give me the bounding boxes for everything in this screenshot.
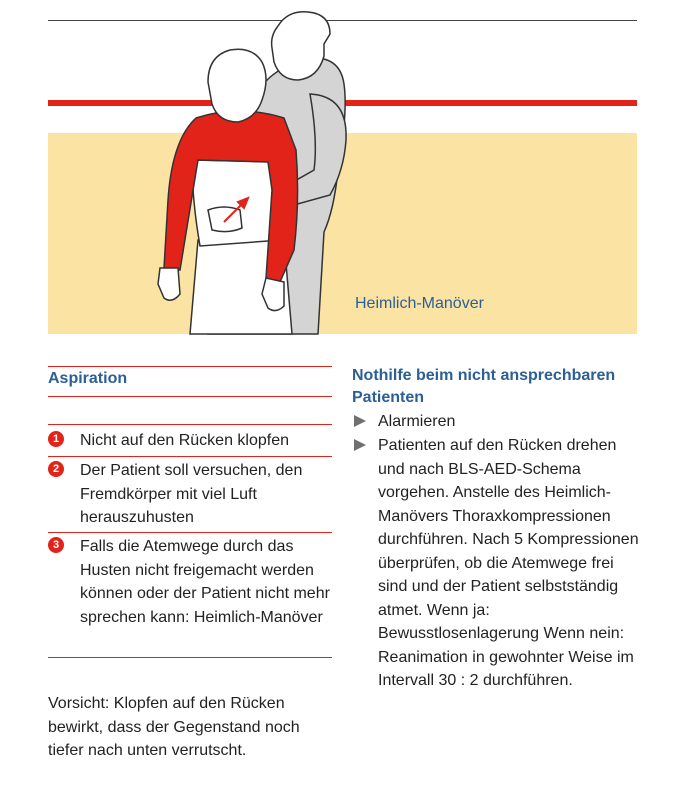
heimlich-illustration <box>48 0 637 340</box>
item-number-badge: 3 <box>48 537 64 553</box>
item-divider <box>48 532 332 533</box>
aspiration-heading-rule <box>48 396 332 397</box>
aspiration-top-rule <box>48 366 332 367</box>
triangle-bullet-icon <box>354 415 366 427</box>
item-text: Der Patient soll versuchen, den Fremdkörper mit viel Luft herauszuhusten <box>80 462 303 526</box>
item-text: Falls die Atemwege durch das Husten nicht freigemacht werden können oder der Patient nicht mehr sprechen kann: Heimlich-Manöver <box>80 538 330 626</box>
caution-note: Vorsicht: Klopfen auf den Rücken bewirkt, dass der Gegenstand noch tiefer nach unten verrutscht. <box>48 695 300 759</box>
helper-fist <box>208 207 242 232</box>
item-number-badge: 2 <box>48 461 64 477</box>
bullet-text: Patienten auf den Rücken drehen und nach BLS-AED-Schema vorgehen. Anstelle des Heimlich-Manövers Thoraxkompressionen durchführen. Nach 5 Kompressionen überprüfen, ob die Atemwege frei sind und der Patient selbstständig atmet. Wenn ja: Bewusstlosenlagerung Wenn nein: Reanimation in gewohnter Weise im Intervall 30 : 2 durchführen. <box>378 437 639 689</box>
item-number-badge: 1 <box>48 431 64 447</box>
bullet-text: Alarmieren <box>378 413 456 430</box>
triangle-bullet-icon <box>354 439 366 451</box>
aspiration-heading: Aspiration <box>48 370 128 387</box>
nothilfe-heading: Nothilfe beim nicht ansprechbaren Patienten <box>352 367 616 406</box>
figure-caption: Heimlich-Manöver <box>355 295 484 312</box>
aspiration-list-rule <box>48 424 332 425</box>
item-divider <box>48 657 332 658</box>
item-divider <box>48 456 332 457</box>
item-text: Nicht auf den Rücken klopfen <box>80 432 290 449</box>
